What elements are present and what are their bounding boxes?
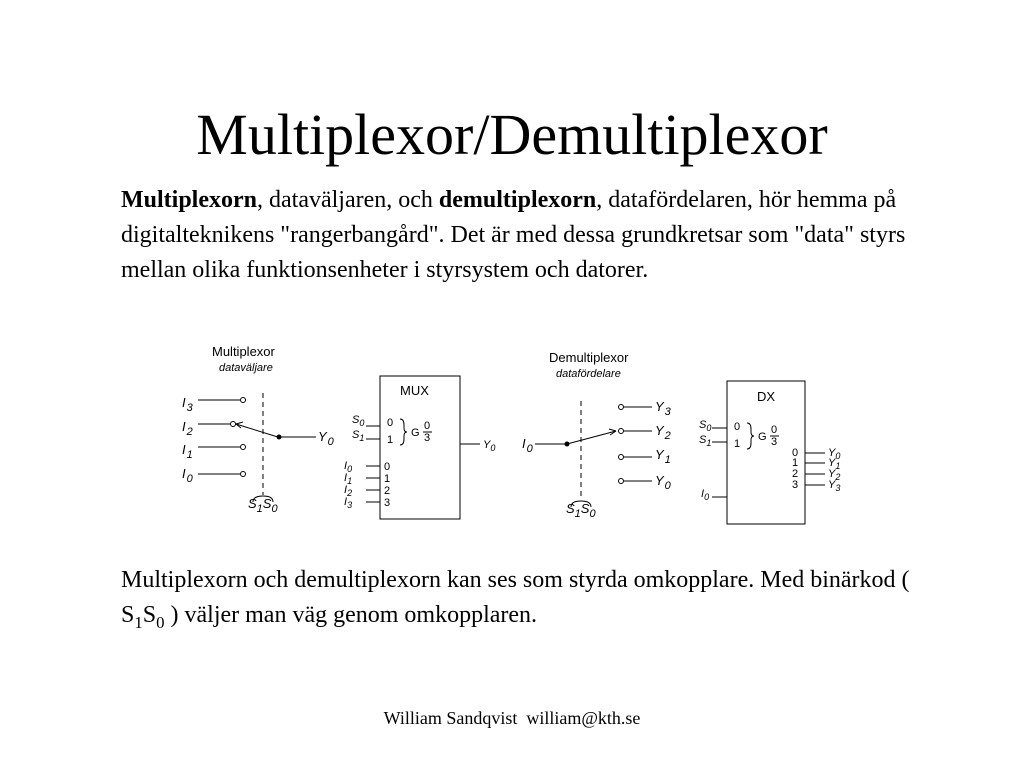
summary-sub-1: 1 bbox=[134, 612, 143, 632]
mux-data-pin-3: 3 bbox=[384, 497, 391, 509]
intro-text-2: , datafördelaren, hör hemma på digitalteknikens "rangerbangård". Det är med dessa grundkretsar som "data" styrs mellan olika funktionsenheter i styrsystem och datorer. bbox=[121, 187, 906, 283]
term-multiplexorn: Multiplexorn bbox=[121, 187, 257, 213]
mux-switch-diagram bbox=[182, 344, 335, 515]
demux-output-label-1: $Y_1$ bbox=[655, 447, 671, 466]
dx-out-pin-2: 2 bbox=[792, 468, 799, 480]
summary-sub-0: 0 bbox=[156, 612, 165, 632]
summary-text-after: ) väljer man väg genom omkopplaren. bbox=[164, 602, 538, 628]
mux-data-pin-1: 1 bbox=[384, 473, 391, 485]
mux-select-label: $S_1S_0$ bbox=[248, 496, 278, 515]
mux-block-diagram bbox=[344, 376, 495, 519]
mux-block-label: MUX bbox=[400, 383, 429, 398]
demux-output-label-2: $Y_2$ bbox=[655, 423, 671, 442]
mux-sel-label-0: $S_0$ bbox=[352, 414, 365, 428]
dx-out-pin-3: 3 bbox=[792, 479, 799, 491]
mux-input-label-2: $I_2$ bbox=[182, 419, 193, 438]
dx-block-diagram bbox=[699, 381, 840, 524]
dx-input-label: $I_0$ bbox=[701, 488, 710, 502]
mux-sel-pin-1: 1 bbox=[387, 434, 394, 446]
mux-block-output-label: $Y_0$ bbox=[483, 439, 496, 453]
mux-group-label: G bbox=[411, 427, 420, 439]
mux-sel-pin-0: 0 bbox=[387, 417, 394, 429]
mux-demux-diagram bbox=[160, 335, 860, 530]
summary-paragraph bbox=[121, 563, 951, 640]
mux-sel-label-1: $S_1$ bbox=[352, 429, 365, 443]
mux-data-label-0: $I_0$ bbox=[344, 460, 353, 474]
summary-mid: S bbox=[142, 602, 157, 628]
mux-group-to: 3 bbox=[424, 432, 431, 444]
mux-input-label-0: $I_0$ bbox=[182, 466, 193, 485]
demux-select-label: $S_1S_0$ bbox=[566, 501, 596, 520]
demux-switch-diagram bbox=[522, 350, 672, 520]
dx-group-label: G bbox=[758, 431, 767, 443]
dx-out-label-2: $Y_2$ bbox=[828, 468, 841, 482]
summary-text-before: Multiplexorn och demultiplexorn kan ses som styrda omkopplare. Med binärkod ( S bbox=[121, 567, 910, 628]
mux-switch-title: Multiplexor bbox=[212, 344, 275, 359]
demux-output-label-0: $Y_0$ bbox=[655, 473, 671, 492]
mux-data-pin-0: 0 bbox=[384, 461, 391, 473]
dx-out-label-1: $Y_1$ bbox=[828, 457, 841, 471]
dx-sel-pin-1: 1 bbox=[734, 438, 741, 450]
mux-data-label-3: $I_3$ bbox=[344, 496, 353, 510]
footer: William Sandqvist william@kth.se bbox=[383, 708, 641, 728]
demux-input-label: $I_0$ bbox=[522, 436, 533, 455]
dx-group-to: 3 bbox=[771, 436, 778, 448]
mux-input-label-3: $I_3$ bbox=[182, 395, 193, 414]
demux-switch-subtitle: datafördelare bbox=[556, 368, 621, 380]
slide-title: Multiplexor/Demultiplexor bbox=[196, 102, 828, 167]
demux-output-label-3: $Y_3$ bbox=[655, 399, 671, 418]
dx-out-pin-1: 1 bbox=[792, 457, 799, 469]
intro-text-1: , dataväljaren, och bbox=[257, 187, 439, 213]
term-demultiplexorn: demultiplexorn bbox=[438, 187, 597, 213]
mux-data-label-1: $I_1$ bbox=[344, 472, 353, 486]
intro-paragraph bbox=[121, 183, 951, 288]
dx-sel-label-0: $S_0$ bbox=[699, 419, 712, 433]
mux-output-label: $Y_0$ bbox=[318, 429, 334, 448]
dx-group-from: 0 bbox=[771, 424, 778, 436]
mux-switch-subtitle: dataväljare bbox=[219, 362, 273, 374]
mux-group-from: 0 bbox=[424, 420, 431, 432]
mux-data-label-2: $I_2$ bbox=[344, 484, 353, 498]
dx-sel-label-1: $S_1$ bbox=[699, 434, 712, 448]
dx-block-label: DX bbox=[757, 389, 776, 404]
dx-out-pin-0: 0 bbox=[792, 447, 799, 459]
demux-switch-title: Demultiplexor bbox=[549, 350, 629, 365]
dx-sel-pin-0: 0 bbox=[734, 421, 741, 433]
dx-out-label-0: $Y_0$ bbox=[828, 447, 841, 461]
dx-out-label-3: $Y_3$ bbox=[828, 479, 841, 493]
mux-input-label-1: $I_1$ bbox=[182, 442, 193, 461]
mux-data-pin-2: 2 bbox=[384, 485, 391, 497]
